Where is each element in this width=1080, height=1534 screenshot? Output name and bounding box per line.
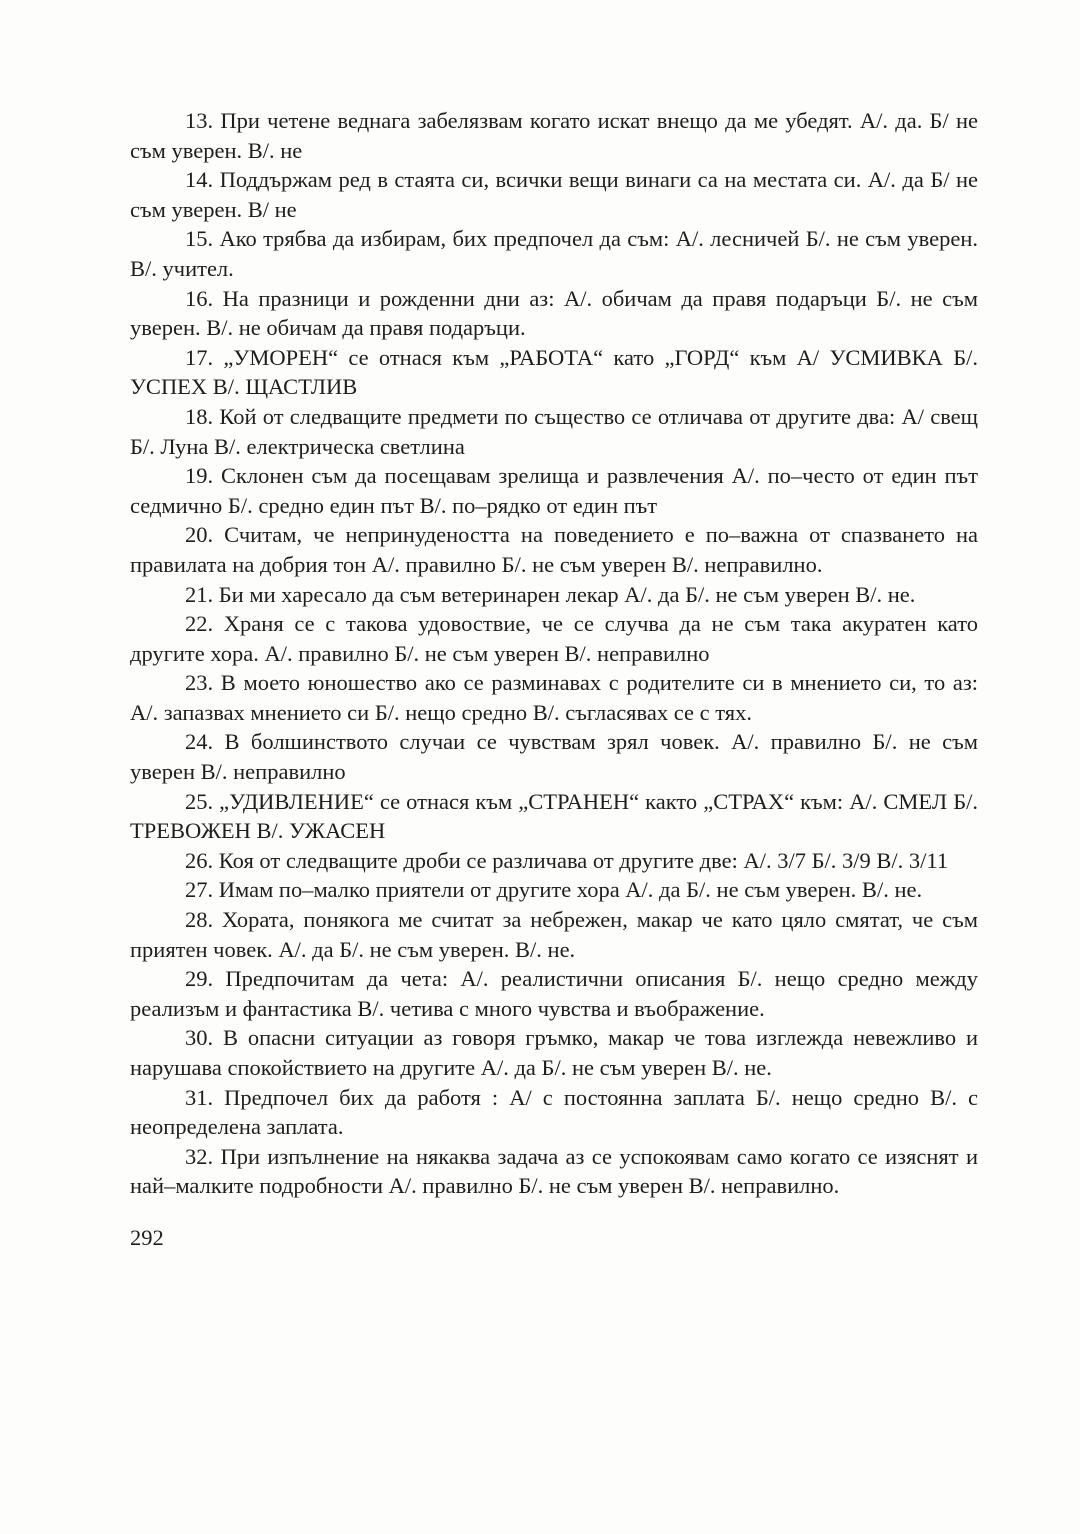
questionnaire-item: 19. Склонен съм да посещавам зрелища и развлечения А/. по–често от един път седмично Б/. средно един път В/. по–рядко от един път — [130, 463, 978, 518]
questionnaire-item: 20. Считам, че непринудеността на поведението е по–важна от спазването на правилата на добрия тон А/. правилно Б/. не съм уверен В/. неправилно. — [130, 522, 978, 577]
questionnaire-item: 18. Кой от следващите предмети по същество се отличава от другите два: А/ свещ Б/. Луна В/. електрическа светлина — [130, 403, 978, 459]
questionnaire-item: 27. Имам по–малко приятели от другите хора А/. да Б/. не съм уверен. В/. не. — [185, 877, 923, 903]
questionnaire-item: 13. При четене веднага забелязвам когато искат внещо да ме убедят. А/. да. Б/ не съм уверен. В/. не — [130, 108, 978, 163]
questionnaire-item: 15. Ако трябва да избирам, бих предпочел да съм: А/. лесничей Б/. не съм уверен. В/. учител. — [130, 226, 978, 281]
questionnaire-item: 21. Би ми харесало да съм ветеринарен лекар А/. да Б/. не съм уверен В/. не. — [185, 581, 916, 607]
questionnaire-item: 30. В опасни ситуации аз говоря гръмко, макар че това изглежда невежливо и нарушава спокойствието на другите А/. да Б/. не съм уверен В/. не. — [130, 1025, 978, 1080]
questionnaire-item: 22. Храня се с такова удовоствие, че се случва да не съм така акуратен като другите хора. А/. правилно Б/. не съм уверен В/. неправилно — [130, 611, 978, 666]
questionnaire-text-block — [130, 106, 978, 1253]
questionnaire-item: 17. „УМОРЕН“ се отнася към „РАБОТА“ като „ГОРД“ към А/ УСМИВКА Б/. УСПЕХ В/. ЩАСТЛИВ — [130, 344, 978, 400]
questionnaire-item: 23. В моето юношество ако се разминавах с родителите си в мнението си, то аз: А/. запазвах мнението си Б/. нещо средно В/. съгласявах се с тях. — [130, 670, 978, 725]
questionnaire-items — [130, 106, 978, 1201]
questionnaire-item: 29. Предпочитам да чета: А/. реалистични описания Б/. нещо средно между реализъм и фантастика В/. четива с много чувства и въображение. — [130, 966, 978, 1021]
questionnaire-item: 14. Поддържам ред в стаята си, всички вещи винаги са на местата си. А/. да Б/ не съм уверен. В/ не — [130, 167, 978, 222]
questionnaire-item: 16. На празници и рожденни дни аз: А/. обичам да правя подаръци Б/. не съм уверен. В/. не обичам да правя подаръци. — [130, 285, 978, 341]
questionnaire-item: 28. Хората, понякога ме считат за небрежен, макар че като цяло смятат, че съм приятен човек. А/. да Б/. не съм уверен. В/. не. — [130, 907, 978, 962]
questionnaire-item: 25. „УДИВЛЕНИЕ“ се отнася към „СТРАНЕН“ както „СТРАХ“ към: А/. СМЕЛ Б/. ТРЕВОЖЕН В/. УЖАСЕН — [130, 788, 978, 844]
questionnaire-item: 32. При изпълнение на някаква задача аз се успокоявам само когато се изяснят и най–малките подробности А/. правилно Б/. не съм уверен В/. неправилно. — [130, 1143, 978, 1199]
questionnaire-item: 31. Предпочел бих да работя : А/ с постоянна заплата Б/. нещо средно В/. с неопределена заплата. — [130, 1084, 978, 1140]
questionnaire-item: 24. В болшинството случаи се чувствам зрял човек. А/. правилно Б/. не съм уверен В/. неправилно — [130, 729, 978, 785]
page-number: 292 — [130, 1224, 164, 1250]
questionnaire-item: 26. Коя от следващите дроби се различава от другите две: А/. 3/7 Б/. 3/9 В/. 3/11 — [185, 847, 949, 873]
